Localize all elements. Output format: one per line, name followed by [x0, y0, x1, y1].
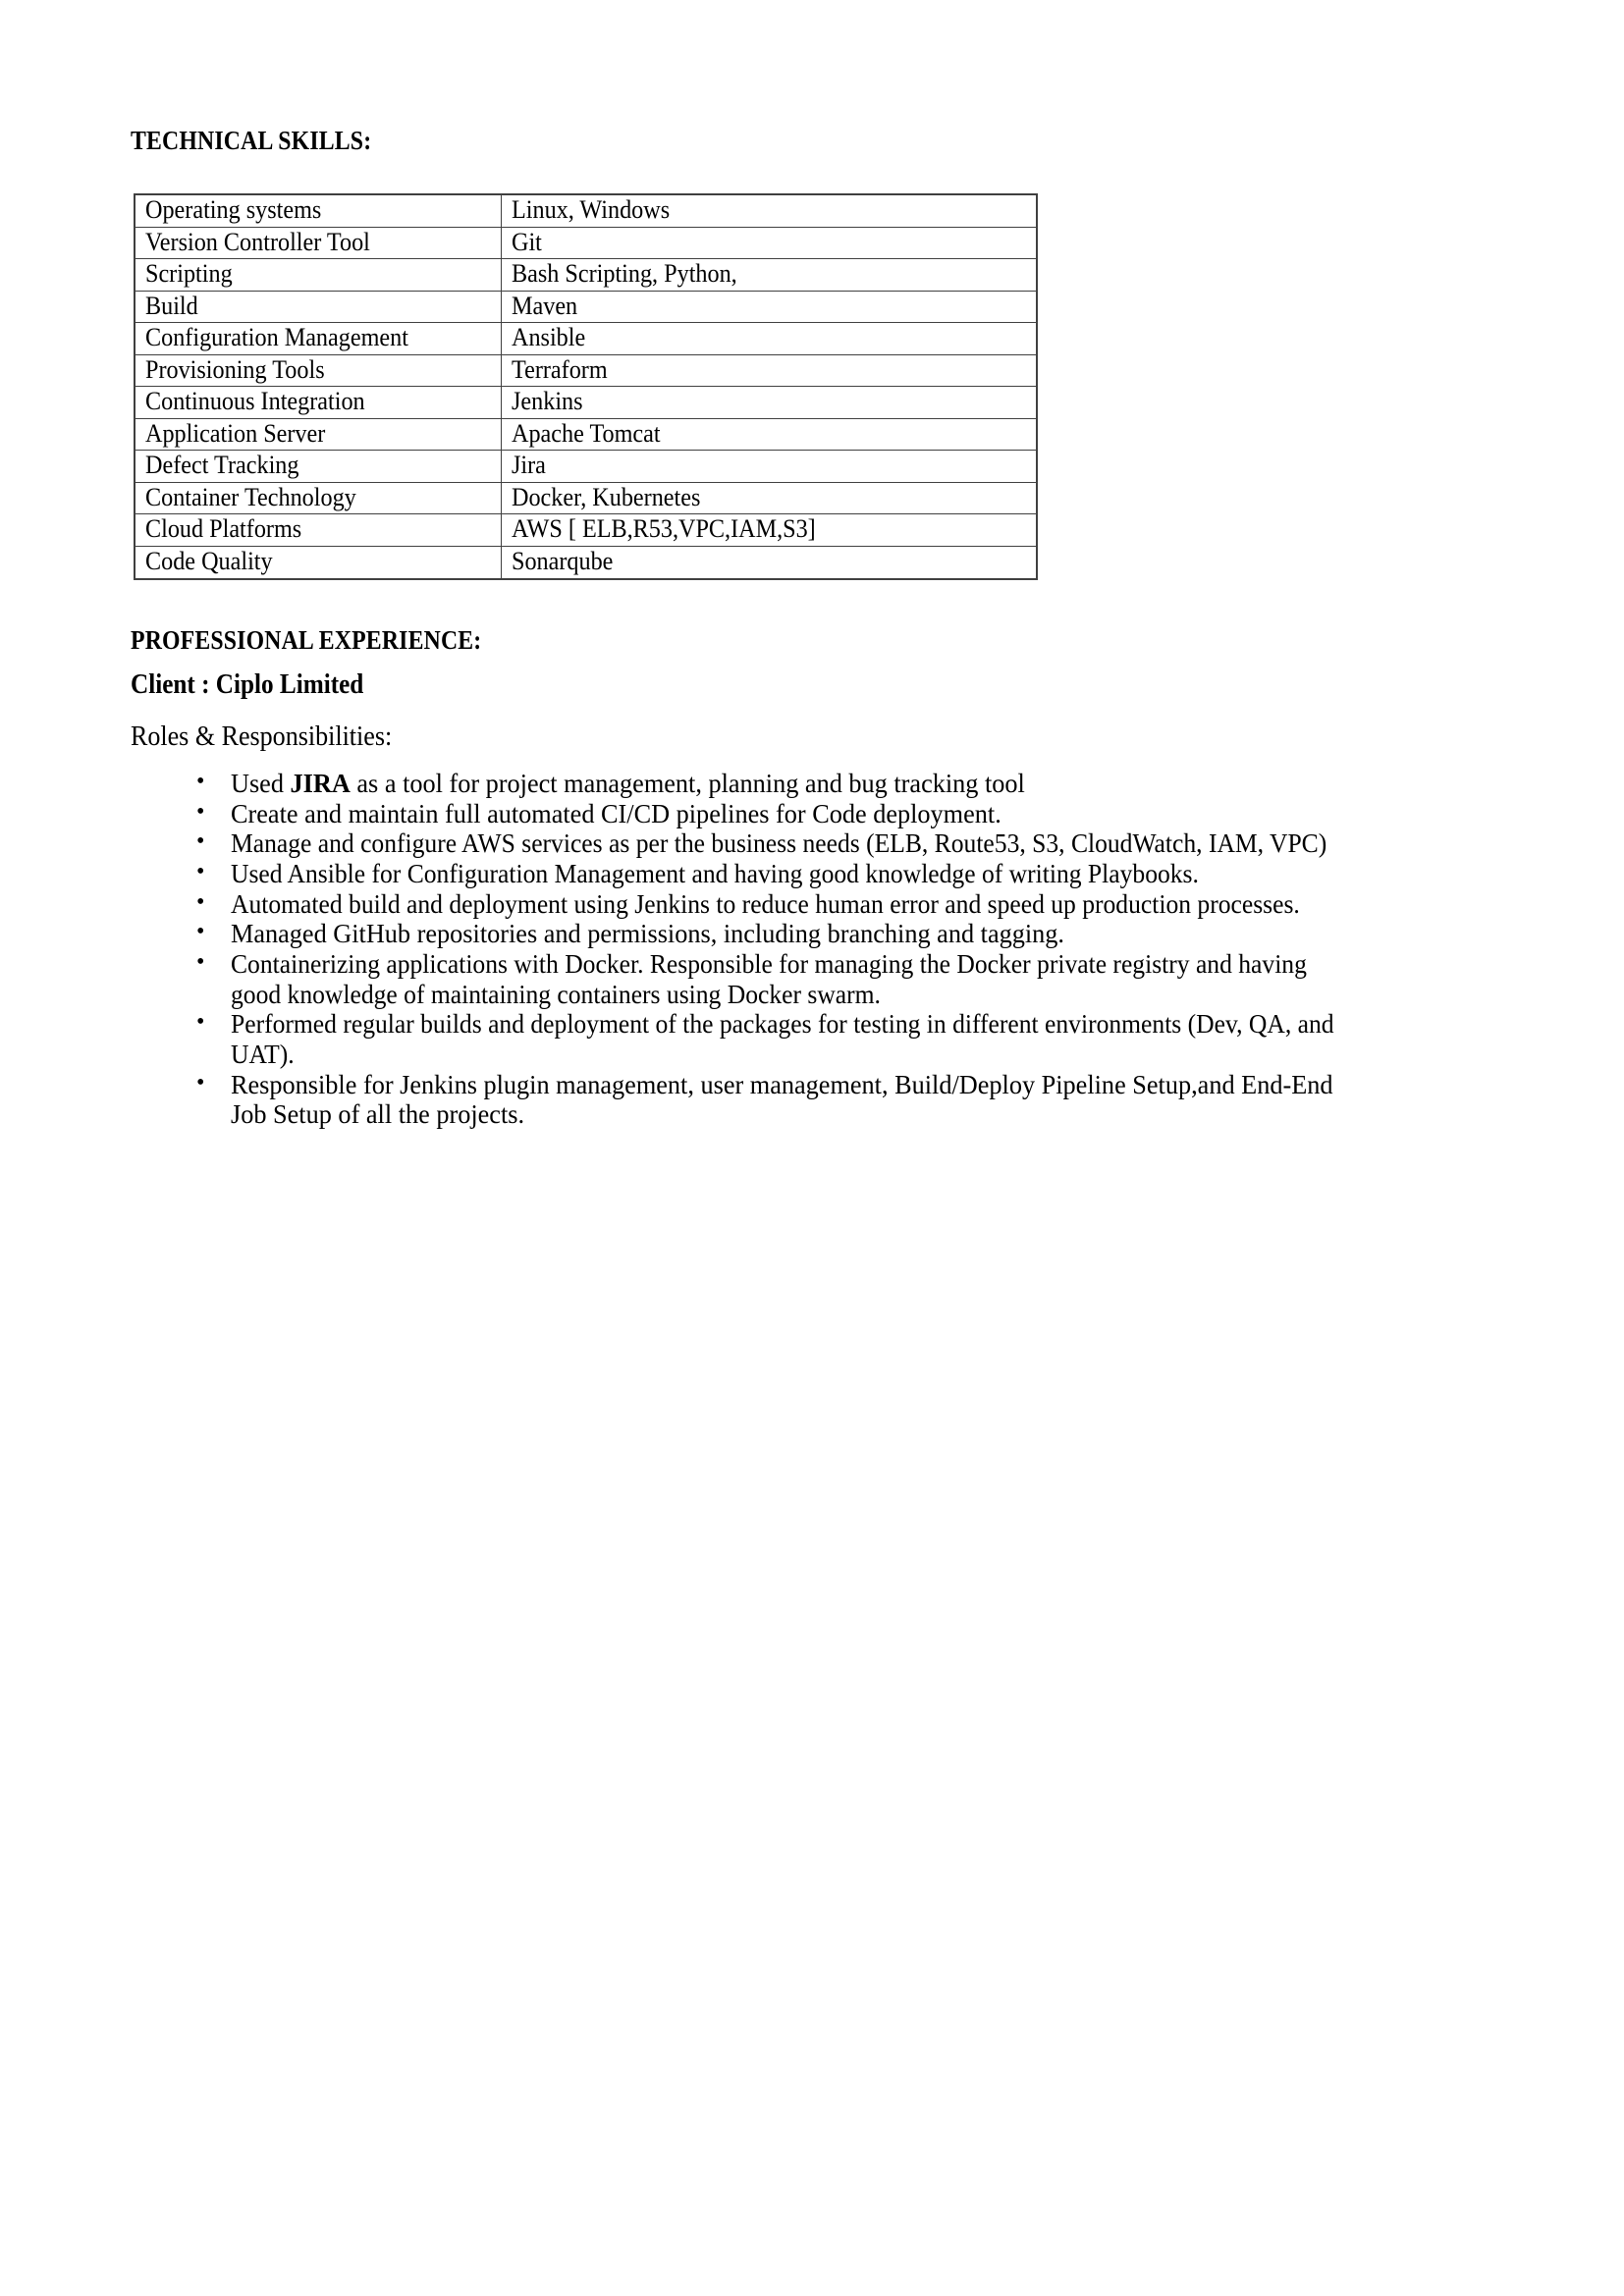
- skill-category-cell: [135, 323, 502, 355]
- list-item-text: Used Ansible for Configuration Management and having good knowledge of writing Playbooks.: [231, 857, 1199, 888]
- skill-value-cell: [502, 387, 1038, 419]
- skill-value-cell: [502, 482, 1038, 514]
- skill-value-cell: [502, 547, 1038, 579]
- list-item-text: Used JIRA as a tool for project management, planning and bug tracking tool: [231, 768, 1025, 798]
- skill-value-cell: [502, 194, 1038, 227]
- skill-category-cell: [135, 547, 502, 579]
- skill-category-text: Continuous Integration: [145, 387, 365, 416]
- list-item: [192, 1009, 1351, 1069]
- list-item-text: Automated build and deployment using Jenkins to reduce human error and speed up production processes.: [231, 887, 1300, 919]
- list-item: [192, 799, 1351, 829]
- list-item-text: Create and maintain full automated CI/CD pipelines for Code deployment.: [231, 797, 1001, 828]
- skill-value-cell: [502, 259, 1038, 292]
- skill-value-cell: [502, 227, 1038, 259]
- skill-category-text: Application Server: [145, 418, 326, 448]
- technical-skills-heading: TECHNICAL SKILLS:: [131, 126, 372, 155]
- list-item: [192, 1070, 1351, 1130]
- skill-category-text: Scripting: [145, 259, 233, 289]
- bullet-marker-icon: •: [196, 769, 205, 794]
- skill-value-text: Maven: [512, 291, 578, 320]
- bullet-marker-icon: •: [196, 798, 205, 825]
- bullet-marker-icon: •: [196, 1009, 205, 1036]
- skill-category-text: Configuration Management: [145, 323, 408, 352]
- bullet-marker-icon: •: [196, 1069, 205, 1095]
- table-row: [135, 482, 1037, 514]
- skill-value-text: Terraform: [512, 354, 608, 384]
- table-row: [135, 547, 1037, 579]
- skill-category-text: Container Technology: [145, 482, 356, 511]
- bullet-marker-icon: •: [196, 919, 205, 945]
- skill-value-cell: [502, 451, 1038, 483]
- list-item: [192, 828, 1351, 859]
- list-item: [192, 859, 1351, 889]
- skill-value-text: AWS [ ELB,R53,VPC,IAM,S3]: [512, 514, 816, 544]
- skill-category-text: Cloud Platforms: [145, 514, 302, 544]
- skill-category-cell: [135, 291, 502, 323]
- table-row: [135, 514, 1037, 547]
- skill-value-text: Linux, Windows: [512, 195, 671, 224]
- list-item-text: Manage and configure AWS services as per the business needs (ELB, Route53, S3, CloudWatch, IAM, VPC): [231, 828, 1327, 859]
- client-line: Client : Ciplo Limited: [131, 669, 364, 700]
- table-row: [135, 259, 1037, 292]
- skill-value-cell: [502, 323, 1038, 355]
- skill-value-text: Git: [512, 227, 542, 256]
- skill-category-cell: [135, 259, 502, 292]
- list-item: [192, 919, 1351, 949]
- table-row: [135, 227, 1037, 259]
- bullet-marker-icon: •: [196, 858, 205, 884]
- skill-category-text: Defect Tracking: [145, 451, 299, 480]
- technical-skills-table-body: [135, 194, 1037, 579]
- table-row: [135, 194, 1037, 227]
- bullet-marker-icon: •: [196, 828, 205, 855]
- table-row: [135, 418, 1037, 451]
- table-row: [135, 323, 1037, 355]
- list-item-text: Responsible for Jenkins plugin management, user management, Build/Deploy Pipeline Setup,and End-End Job Setup of all the projects.: [231, 1068, 1333, 1130]
- skill-category-cell: [135, 354, 502, 387]
- list-item: [192, 949, 1351, 1009]
- table-row: [135, 451, 1037, 483]
- skill-category-cell: [135, 482, 502, 514]
- skill-value-cell: [502, 418, 1038, 451]
- list-item-text: Containerizing applications with Docker. Responsible for managing the Docker private registry and having good knowledge of maintaining containers using Docker swarm.: [231, 947, 1307, 1009]
- professional-experience-heading: PROFESSIONAL EXPERIENCE:: [131, 625, 482, 655]
- skill-value-text: Apache Tomcat: [512, 418, 661, 448]
- skill-category-cell: [135, 387, 502, 419]
- bullet-marker-icon: •: [196, 888, 205, 915]
- table-row: [135, 387, 1037, 419]
- skill-category-cell: [135, 194, 502, 227]
- list-item: [192, 889, 1351, 920]
- skill-value-text: Docker, Kubernetes: [512, 482, 701, 511]
- bullet-marker-icon: •: [196, 948, 205, 975]
- skill-category-text: Version Controller Tool: [145, 227, 370, 256]
- skill-value-text: Jenkins: [512, 387, 583, 416]
- list-item-text: Performed regular builds and deployment of the packages for testing in different environments (Dev, QA, and UAT).: [231, 1008, 1334, 1069]
- skill-value-text: Bash Scripting, Python,: [512, 259, 737, 289]
- skill-category-text: Code Quality: [145, 547, 273, 576]
- table-row: [135, 354, 1037, 387]
- skill-value-cell: [502, 514, 1038, 547]
- list-item: [192, 769, 1351, 799]
- skill-value-text: Jira: [512, 451, 546, 480]
- skill-category-cell: [135, 514, 502, 547]
- list-item-text: Managed GitHub repositories and permissions, including branching and tagging.: [231, 918, 1064, 949]
- skill-value-text: Sonarqube: [512, 547, 614, 576]
- table-row: [135, 291, 1037, 323]
- technical-skills-table: [134, 193, 1038, 580]
- roles-responsibilities-label: Roles & Responsibilities:: [131, 721, 393, 752]
- skill-category-cell: [135, 451, 502, 483]
- skill-value-cell: [502, 354, 1038, 387]
- skill-value-text: Ansible: [512, 323, 586, 352]
- skill-category-text: Build: [145, 291, 198, 320]
- skill-category-text: Operating systems: [145, 195, 322, 224]
- skill-category-cell: [135, 418, 502, 451]
- list-item-emphasis: JIRA: [290, 768, 351, 798]
- responsibilities-list: [192, 769, 1351, 1130]
- skill-category-cell: [135, 227, 502, 259]
- skill-category-text: Provisioning Tools: [145, 354, 325, 384]
- skill-value-cell: [502, 291, 1038, 323]
